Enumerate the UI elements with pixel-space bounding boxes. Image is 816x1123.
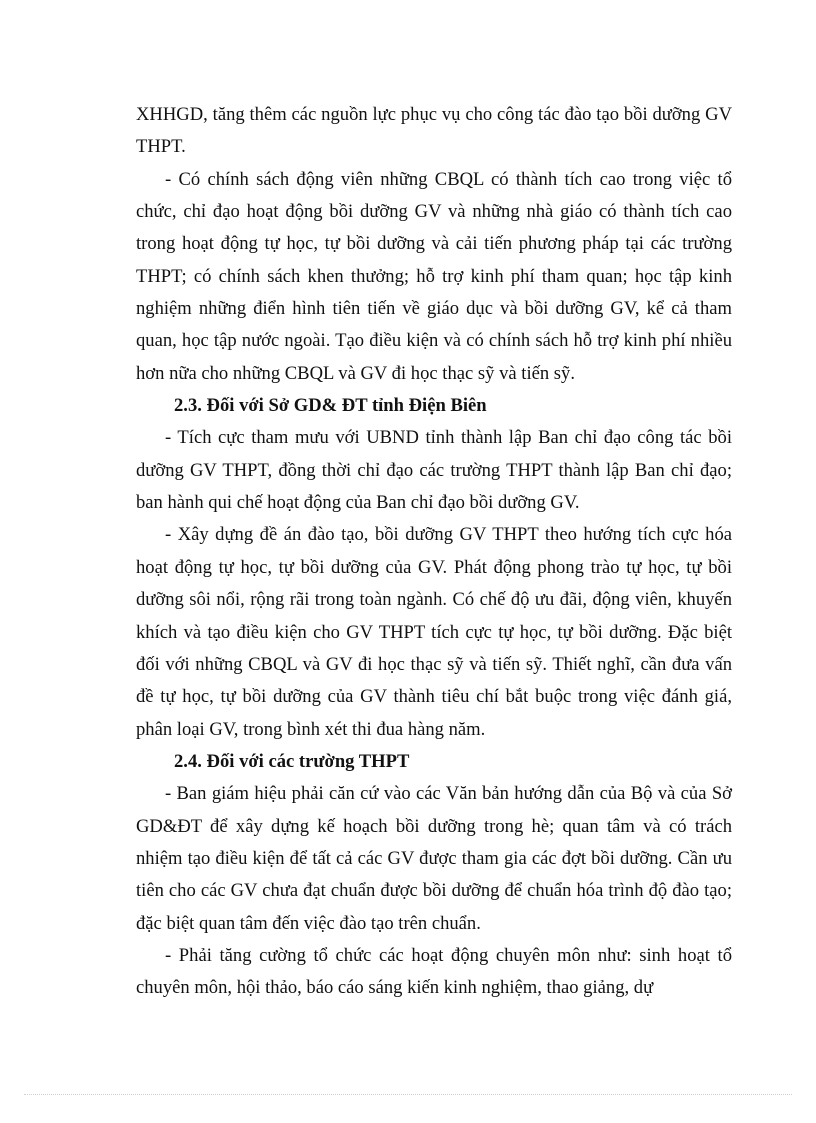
paragraph-steering-committee: - Tích cực tham mưu với UBND tỉnh thành lập Ban chỉ đạo công tác bồi dưỡng GV THPT, đồng thời chỉ đạo các trường THPT thành lập Ban chỉ đạo; ban hành qui chế hoạt động của Ban chỉ đạo bồi dưỡng GV. xyxy=(136,427,732,514)
paragraph-continuation: XHHGD, tăng thêm các nguồn lực phục vụ cho công tác đào tạo bồi dưỡng GV THPT. xyxy=(136,104,732,158)
paragraph-incentive-policy: - Có chính sách động viên những CBQL có thành tích cao trong việc tổ chức, chỉ đạo hoạt động bồi dưỡng GV và những nhà giáo có thành tích cao trong hoạt động tự học, tự bồi dưỡng và cải tiến phương pháp tại các trường THPT; có chính sách khen thưởng; hỗ trợ kinh phí tham quan; học tập kinh nghiệm những điển hình tiên tiến về giáo dục và bồi dưỡng GV, kể cả tham quan, học tập nước ngoài. Tạo điều kiện và có chính sách hỗ trợ kinh phí nhiều hơn nữa cho những CBQL và GV đi học thạc sỹ và tiến sỹ. xyxy=(136,168,732,384)
paragraph-professional-activities: - Phải tăng cường tổ chức các hoạt động chuyên môn như: sinh hoạt tổ chuyên môn, hội thảo, báo cáo sáng kiến kinh nghiệm, thao giảng, dự xyxy=(136,944,732,999)
paragraph-training-project: - Xây dựng đề án đào tạo, bồi dưỡng GV THPT theo hướng tích cực hóa hoạt động tự học, tự bồi dưỡng của GV. Phát động phong trào tự học, tự bồi dưỡng sôi nổi, rộng rãi trong toàn ngành. Có chế độ ưu đãi, động viên, khuyến khích và tạo điều kiện cho GV THPT tích cực tự học, tự bồi dưỡng. Đặc biệt đối với những CBQL và GV đi học thạc sỹ và tiến sỹ. Thiết nghĩ, cần đưa vấn đề tự học, tự bồi dưỡng của GV thành tiêu chí bắt buộc trong việc đánh giá, phân loại GV, trong bình xét thi đua hàng năm. xyxy=(136,524,732,740)
page-bottom-divider xyxy=(24,1094,792,1095)
paragraph-board-planning: - Ban giám hiệu phải căn cứ vào các Văn bản hướng dẫn của Bộ và của Sở GD&ĐT để xây dựng kế hoạch bồi dưỡng trong hè; quan tâm và có trách nhiệm tạo điều kiện để tất cả các GV được tham gia các đợt bồi dưỡng. Cần ưu tiên cho các GV chưa đạt chuẩn được bồi dưỡng để chuẩn hóa trình độ đào tạo; đặc biệt quan tâm đến việc đào tạo trên chuẩn. xyxy=(136,783,732,934)
section-heading-2-3: 2.3. Đối với Sở GD& ĐT tỉnh Điện Biên xyxy=(174,395,487,417)
document-body xyxy=(136,99,732,1005)
section-heading-2-4: 2.4. Đối với các trường THPT xyxy=(174,750,410,772)
